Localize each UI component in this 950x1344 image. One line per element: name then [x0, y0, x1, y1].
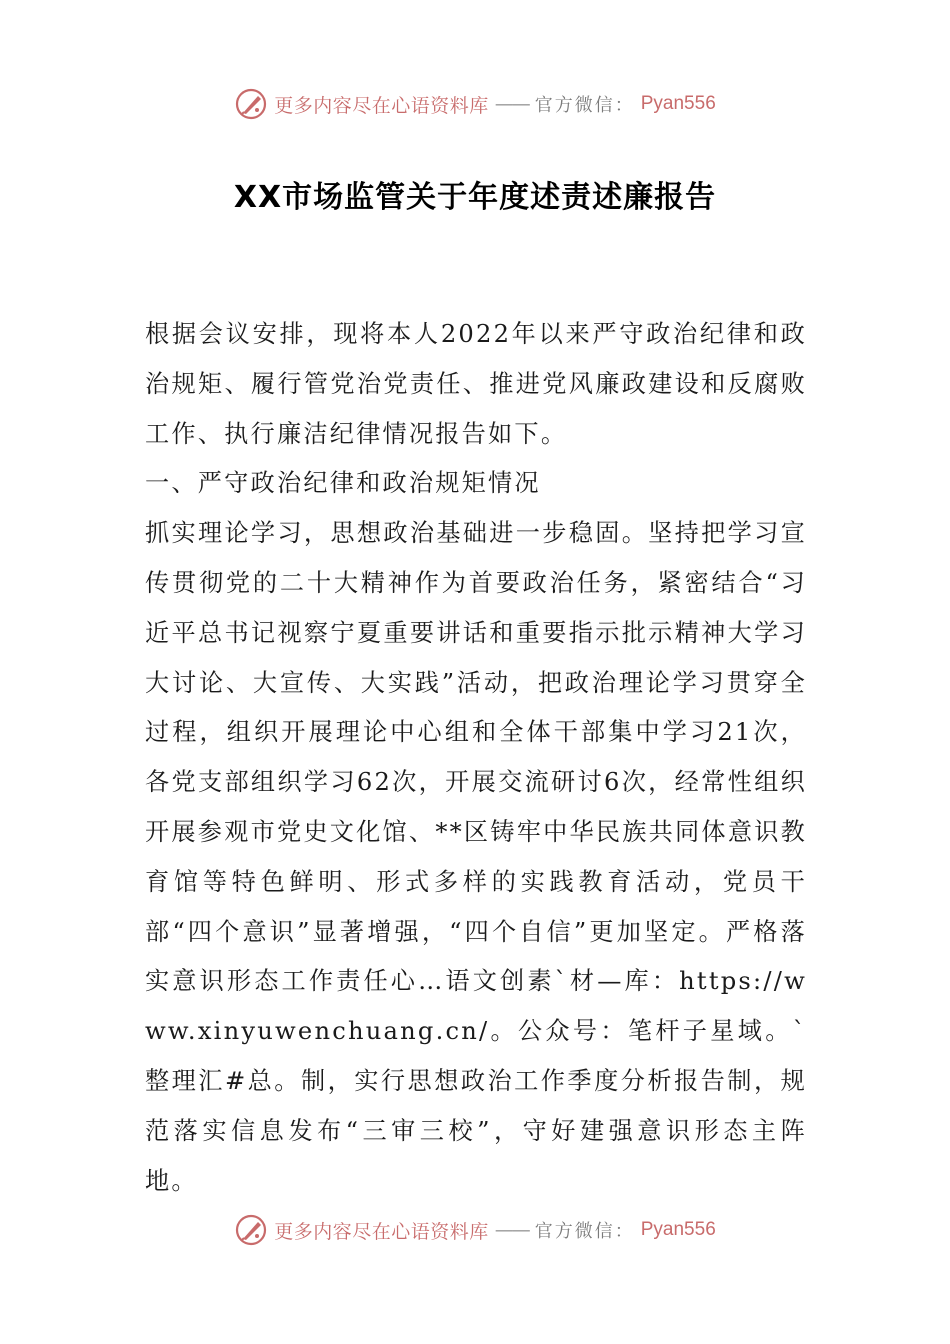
quill-pen-logo-icon [234, 1213, 268, 1247]
watermark-main-text: 更多内容尽在心语资料库 [274, 94, 489, 117]
watermark-sub-text: 官方微信： [534, 1221, 635, 1242]
watermark-sub-text: 官方微信： [534, 95, 635, 116]
section-heading: 一、严守政治纪律和政治规矩情况 [145, 469, 541, 498]
watermark-wechat-id: Pyan556 [640, 93, 716, 114]
document-body [145, 310, 807, 1206]
paragraph-theory-study: 抓实理论学习，思想政治基础进一步稳固。坚持把学习宣传贯彻党的二十大精神作为首要政治任务，紧密结合“习近平总书记视察宁夏重要讲话和重要指示批示精神大学习大讨论、大宣传、大实践”活动，把政治理论学习贯穿全过程，组织开展理论中心组和全体干部集中学习21次，各党支部组织学习62次，开展交流研讨6次，经常性组织开展参观市党史文化馆、**区铸牢中华民族共同体意识教育馆等特色鲜明、形式多样的实践教育活动，党员干部“四个意识”显著增强，“四个自信”更加坚定。严格落实意识形态工作责任心…语文创素`材—库：https://www.xinyuwenchuang.cn/。公众号：笔杆子星域。`整理汇#总。制，实行思想政治工作季度分析报告制，规范落实信息发布“三审三校”，守好建强意识形态主阵地。 [145, 519, 807, 1195]
quill-pen-logo-icon [234, 87, 268, 121]
watermark-wechat-id: Pyan556 [640, 1219, 716, 1240]
watermark-dash: —— [494, 1219, 529, 1241]
header-watermark [0, 84, 950, 124]
paragraph-intro: 根据会议安排，现将本人2022年以来严守政治纪律和政治规矩、履行管党治党责任、推进党风廉政建设和反腐败工作、执行廉洁纪律情况报告如下。 [145, 320, 807, 448]
watermark-dash: —— [494, 93, 529, 115]
footer-watermark [0, 1210, 950, 1250]
document-title: XX市场监管关于年度述责述廉报告 [233, 180, 717, 215]
watermark-main-text: 更多内容尽在心语资料库 [274, 1220, 489, 1243]
